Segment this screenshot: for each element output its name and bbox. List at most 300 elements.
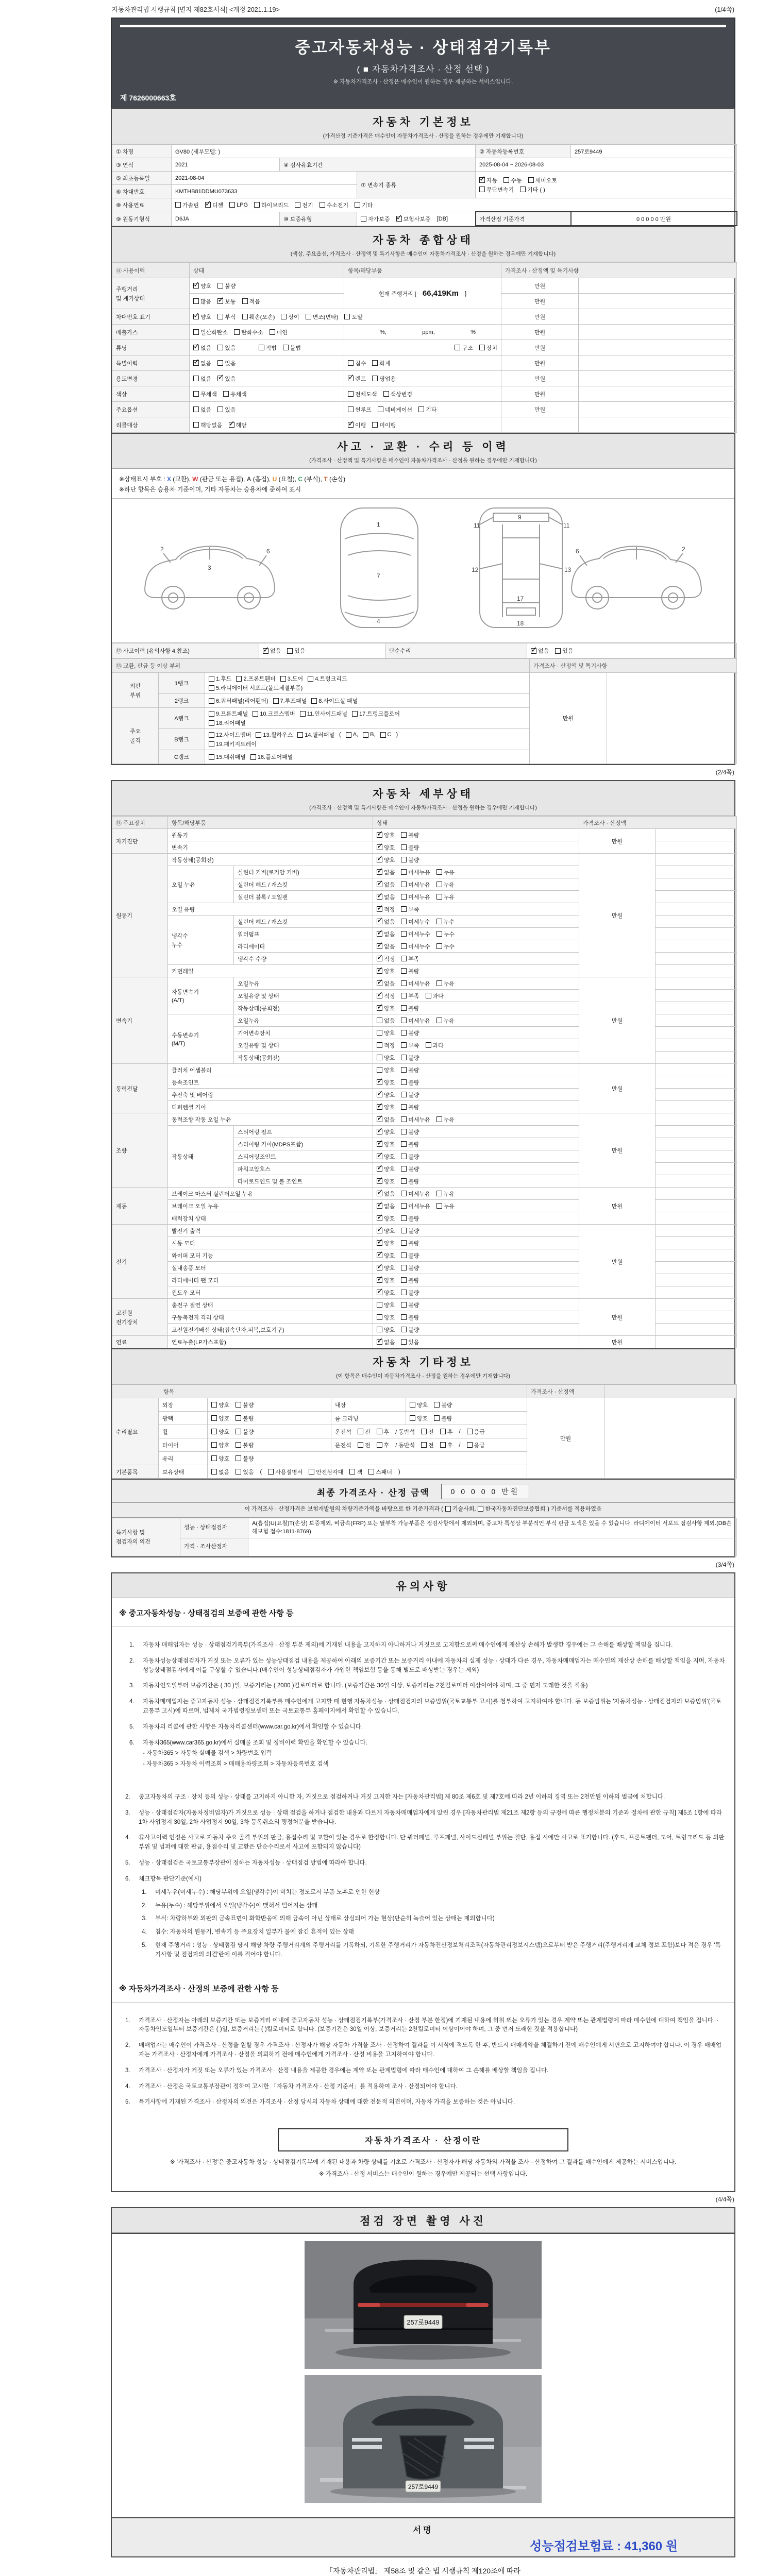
checkbox[interactable] xyxy=(211,1469,217,1475)
checkbox[interactable] xyxy=(211,1415,217,1421)
checkbox-option[interactable] xyxy=(193,313,211,321)
checkbox[interactable] xyxy=(401,882,407,887)
checkbox[interactable] xyxy=(250,754,256,760)
checkbox[interactable] xyxy=(401,919,407,924)
checkbox[interactable] xyxy=(236,1429,241,1434)
checkbox-option[interactable] xyxy=(236,1454,254,1463)
checkbox-option[interactable] xyxy=(217,344,236,352)
checkbox-option[interactable] xyxy=(436,880,455,889)
checkbox-checked[interactable] xyxy=(377,1265,382,1270)
checkbox[interactable] xyxy=(344,314,350,319)
checkbox[interactable] xyxy=(401,1252,407,1258)
checkbox-checked[interactable] xyxy=(377,956,382,961)
checkbox-option[interactable] xyxy=(368,1468,392,1476)
checkbox-option[interactable] xyxy=(211,1468,229,1476)
checkbox[interactable] xyxy=(401,1240,407,1246)
checkbox[interactable] xyxy=(283,345,289,350)
checkbox[interactable] xyxy=(401,1055,407,1060)
checkbox-option[interactable] xyxy=(377,1239,395,1247)
checkbox-checked[interactable] xyxy=(377,1277,382,1283)
checkbox[interactable] xyxy=(377,1067,382,1073)
checkbox-option[interactable] xyxy=(421,1428,434,1436)
checkbox-option[interactable] xyxy=(377,967,395,975)
checkbox-option[interactable] xyxy=(401,955,419,963)
checkbox-option[interactable] xyxy=(377,1313,395,1321)
checkbox[interactable] xyxy=(209,676,214,682)
checkbox-option[interactable] xyxy=(193,405,211,414)
checkbox-option[interactable] xyxy=(348,375,366,383)
checkbox[interactable] xyxy=(401,1005,407,1011)
checkbox-option[interactable] xyxy=(193,328,228,336)
checkbox-option[interactable] xyxy=(377,992,395,1000)
checkbox-option[interactable] xyxy=(401,1289,419,1297)
checkbox[interactable] xyxy=(236,1469,241,1475)
checkbox-checked[interactable] xyxy=(377,832,382,838)
checkbox[interactable] xyxy=(436,1191,442,1196)
checkbox[interactable] xyxy=(467,1429,473,1434)
checkbox-checked[interactable] xyxy=(377,1252,382,1258)
checkbox-option[interactable] xyxy=(268,1468,303,1476)
checkbox-option[interactable] xyxy=(209,740,257,748)
checkbox-option[interactable] xyxy=(401,1140,419,1148)
checkbox-option[interactable] xyxy=(401,930,430,938)
checkbox-option[interactable] xyxy=(377,942,395,951)
checkbox-option[interactable] xyxy=(348,390,377,398)
checkbox-checked[interactable] xyxy=(348,422,354,428)
checkbox-option[interactable] xyxy=(426,992,444,1000)
checkbox-option[interactable] xyxy=(455,344,473,352)
checkbox-checked[interactable] xyxy=(377,1129,382,1134)
checkbox-option[interactable] xyxy=(401,868,430,876)
checkbox-option[interactable] xyxy=(377,1078,395,1087)
checkbox[interactable] xyxy=(401,1215,407,1221)
checkbox-option[interactable] xyxy=(229,421,247,429)
checkbox-checked[interactable] xyxy=(377,1240,382,1246)
checkbox-option[interactable] xyxy=(377,1214,395,1223)
checkbox-option[interactable] xyxy=(348,405,372,414)
checkbox[interactable] xyxy=(209,741,214,747)
checkbox-option[interactable] xyxy=(436,930,455,938)
checkbox[interactable] xyxy=(209,685,214,691)
checkbox-option[interactable] xyxy=(377,1016,395,1025)
checkbox-option[interactable] xyxy=(440,1441,453,1449)
checkbox[interactable] xyxy=(436,1018,442,1023)
checkbox[interactable] xyxy=(436,919,442,924)
checkbox[interactable] xyxy=(300,711,306,717)
checkbox[interactable] xyxy=(401,1265,407,1270)
checkbox[interactable] xyxy=(297,732,303,738)
checkbox-option[interactable] xyxy=(377,1153,395,1161)
checkbox[interactable] xyxy=(377,1327,382,1332)
checkbox-option[interactable] xyxy=(401,1326,419,1334)
checkbox-option[interactable] xyxy=(467,1428,485,1436)
checkbox-option[interactable] xyxy=(401,1251,419,1260)
checkbox-option[interactable] xyxy=(401,1016,430,1025)
checkbox[interactable] xyxy=(401,869,407,875)
checkbox[interactable] xyxy=(401,1178,407,1184)
checkbox-checked[interactable] xyxy=(377,980,382,986)
checkbox[interactable] xyxy=(273,698,279,704)
checkbox-checked[interactable] xyxy=(377,857,382,862)
checkbox[interactable] xyxy=(436,1116,442,1122)
checkbox-option[interactable] xyxy=(401,1115,430,1124)
checkbox[interactable] xyxy=(401,1079,407,1085)
checkbox[interactable] xyxy=(401,1290,407,1295)
checkbox[interactable] xyxy=(380,732,386,738)
checkbox-option[interactable] xyxy=(211,1441,229,1449)
checkbox-option[interactable] xyxy=(479,176,497,184)
checkbox[interactable] xyxy=(434,1402,440,1408)
checkbox[interactable] xyxy=(211,1402,217,1408)
checkbox-option[interactable] xyxy=(520,185,545,194)
checkbox-option[interactable] xyxy=(236,1441,254,1449)
checkbox[interactable] xyxy=(436,931,442,937)
checkbox-option[interactable] xyxy=(401,1214,419,1223)
checkbox-option[interactable] xyxy=(479,344,497,352)
checkbox-option[interactable] xyxy=(209,697,268,705)
checkbox-option[interactable] xyxy=(528,176,558,184)
checkbox[interactable] xyxy=(377,1429,382,1434)
checkbox-option[interactable] xyxy=(401,992,419,1000)
checkbox[interactable] xyxy=(401,1092,407,1097)
checkbox-checked[interactable] xyxy=(377,1154,382,1159)
checkbox[interactable] xyxy=(445,1506,451,1512)
checkbox-option[interactable] xyxy=(377,955,395,963)
checkbox-checked[interactable] xyxy=(377,869,382,875)
checkbox-option[interactable] xyxy=(377,1029,395,1037)
checkbox-checked[interactable] xyxy=(205,202,211,208)
checkbox-option[interactable] xyxy=(377,1115,395,1124)
checkbox-checked[interactable] xyxy=(377,943,382,949)
checkbox-checked[interactable] xyxy=(377,1290,382,1295)
checkbox-checked[interactable] xyxy=(377,1079,382,1085)
checkbox[interactable] xyxy=(355,202,360,208)
checkbox-option[interactable] xyxy=(236,1428,254,1436)
checkbox[interactable] xyxy=(295,202,300,208)
checkbox[interactable] xyxy=(217,314,223,319)
checkbox[interactable] xyxy=(401,1104,407,1110)
checkbox-option[interactable] xyxy=(211,1454,229,1463)
checkbox[interactable] xyxy=(234,329,240,335)
checkbox-checked[interactable] xyxy=(377,1116,382,1122)
checkbox-option[interactable] xyxy=(377,1338,395,1346)
checkbox[interactable] xyxy=(229,202,235,208)
checkbox-option[interactable] xyxy=(401,843,419,852)
checkbox[interactable] xyxy=(421,1429,427,1434)
checkbox-checked[interactable] xyxy=(377,1228,382,1233)
checkbox-option[interactable] xyxy=(308,674,347,683)
checkbox-option[interactable] xyxy=(479,185,514,194)
checkbox[interactable] xyxy=(193,406,199,412)
checkbox-checked[interactable] xyxy=(263,648,268,654)
checkbox-option[interactable] xyxy=(253,709,295,718)
checkbox-option[interactable] xyxy=(401,1091,419,1099)
checkbox-option[interactable] xyxy=(211,1428,229,1436)
checkbox-option[interactable] xyxy=(209,731,251,739)
checkbox-option[interactable] xyxy=(555,647,573,655)
checkbox[interactable] xyxy=(372,360,378,366)
checkbox[interactable] xyxy=(193,422,199,428)
checkbox-option[interactable] xyxy=(361,215,390,223)
checkbox-option[interactable] xyxy=(211,1401,229,1409)
checkbox-option[interactable] xyxy=(377,1054,395,1062)
checkbox[interactable] xyxy=(401,857,407,862)
checkbox-checked[interactable] xyxy=(377,1339,382,1345)
checkbox-option[interactable] xyxy=(380,732,392,738)
checkbox[interactable] xyxy=(401,1141,407,1147)
checkbox-checked[interactable] xyxy=(377,1092,382,1097)
checkbox[interactable] xyxy=(223,391,229,397)
checkbox-option[interactable] xyxy=(377,1276,395,1284)
checkbox[interactable] xyxy=(436,980,442,986)
checkbox-option[interactable] xyxy=(377,856,395,864)
checkbox-option[interactable] xyxy=(209,753,246,761)
checkbox-option[interactable] xyxy=(281,313,299,321)
checkbox-checked[interactable] xyxy=(217,298,223,304)
checkbox[interactable] xyxy=(401,1277,407,1283)
checkbox-option[interactable] xyxy=(401,1153,419,1161)
checkbox-option[interactable] xyxy=(401,1338,419,1346)
checkbox[interactable] xyxy=(209,754,214,760)
checkbox-option[interactable] xyxy=(205,201,223,209)
checkbox-option[interactable] xyxy=(467,1441,485,1449)
checkbox-option[interactable] xyxy=(273,697,307,705)
checkbox-option[interactable] xyxy=(421,1441,434,1449)
checkbox-option[interactable] xyxy=(346,732,358,738)
checkbox-checked[interactable] xyxy=(377,931,382,937)
checkbox-option[interactable] xyxy=(372,359,390,367)
checkbox[interactable] xyxy=(401,1067,407,1073)
checkbox[interactable] xyxy=(209,711,214,717)
checkbox-option[interactable] xyxy=(311,697,358,705)
checkbox[interactable] xyxy=(211,1442,217,1448)
checkbox-option[interactable] xyxy=(401,1165,419,1173)
checkbox-checked[interactable] xyxy=(377,968,382,974)
checkbox-option[interactable] xyxy=(440,1428,453,1436)
checkbox[interactable] xyxy=(211,1429,217,1434)
checkbox[interactable] xyxy=(193,376,199,381)
checkbox-option[interactable] xyxy=(401,1128,419,1136)
checkbox[interactable] xyxy=(368,1469,374,1475)
checkbox[interactable] xyxy=(377,1030,382,1036)
checkbox[interactable] xyxy=(401,931,407,937)
checkbox[interactable] xyxy=(377,1442,382,1448)
checkbox-option[interactable] xyxy=(223,390,247,398)
checkbox-option[interactable] xyxy=(401,1004,419,1012)
checkbox-option[interactable] xyxy=(193,344,211,352)
checkbox[interactable] xyxy=(352,711,358,717)
checkbox-option[interactable] xyxy=(531,647,549,655)
checkbox-option[interactable] xyxy=(436,918,455,926)
checkbox[interactable] xyxy=(426,1042,431,1048)
checkbox-checked[interactable] xyxy=(479,177,485,183)
checkbox-option[interactable] xyxy=(401,856,419,864)
checkbox-option[interactable] xyxy=(436,893,455,901)
checkbox[interactable] xyxy=(418,406,424,412)
checkbox-checked[interactable] xyxy=(531,648,536,654)
checkbox-option[interactable] xyxy=(295,201,313,209)
checkbox[interactable] xyxy=(361,216,366,222)
checkbox-option[interactable] xyxy=(209,674,231,683)
checkbox-option[interactable] xyxy=(401,905,419,913)
checkbox[interactable] xyxy=(372,376,378,381)
checkbox-option[interactable] xyxy=(401,1066,419,1074)
checkbox-option[interactable] xyxy=(418,405,436,414)
checkbox[interactable] xyxy=(311,698,317,704)
checkbox[interactable] xyxy=(410,1402,415,1408)
checkbox[interactable] xyxy=(401,1191,407,1196)
checkbox-option[interactable] xyxy=(377,1128,395,1136)
checkbox[interactable] xyxy=(479,345,485,350)
checkbox[interactable] xyxy=(401,1228,407,1233)
checkbox[interactable] xyxy=(401,1314,407,1320)
checkbox-option[interactable] xyxy=(436,1202,455,1210)
checkbox-option[interactable] xyxy=(377,1251,395,1260)
checkbox[interactable] xyxy=(421,1442,427,1448)
checkbox-option[interactable] xyxy=(401,1276,419,1284)
checkbox-checked[interactable] xyxy=(377,882,382,887)
checkbox-option[interactable] xyxy=(259,344,277,352)
checkbox-option[interactable] xyxy=(410,1414,428,1422)
checkbox[interactable] xyxy=(401,943,407,949)
checkbox-option[interactable] xyxy=(236,1401,254,1409)
checkbox-option[interactable] xyxy=(377,1289,395,1297)
checkbox-option[interactable] xyxy=(377,1004,395,1012)
checkbox-option[interactable] xyxy=(280,674,303,683)
checkbox[interactable] xyxy=(479,187,485,192)
checkbox-option[interactable] xyxy=(434,1401,452,1409)
checkbox-option[interactable] xyxy=(401,1264,419,1272)
checkbox[interactable] xyxy=(401,906,407,912)
checkbox-option[interactable] xyxy=(401,1029,419,1037)
checkbox[interactable] xyxy=(520,187,526,192)
checkbox-checked[interactable] xyxy=(193,283,199,289)
checkbox-option[interactable] xyxy=(193,421,223,429)
checkbox-option[interactable] xyxy=(344,313,362,321)
checkbox[interactable] xyxy=(401,956,407,961)
checkbox-checked[interactable] xyxy=(377,894,382,900)
checkbox[interactable] xyxy=(401,1302,407,1308)
checkbox-option[interactable] xyxy=(401,1054,419,1062)
checkbox-option[interactable] xyxy=(396,215,431,223)
checkbox[interactable] xyxy=(358,1429,363,1434)
checkbox[interactable] xyxy=(377,1018,382,1023)
checkbox-option[interactable] xyxy=(401,1078,419,1087)
checkbox-option[interactable] xyxy=(436,942,455,951)
checkbox-option[interactable] xyxy=(377,1177,395,1185)
checkbox-option[interactable] xyxy=(378,405,412,414)
checkbox[interactable] xyxy=(236,1442,241,1448)
checkbox-checked[interactable] xyxy=(377,993,382,998)
checkbox[interactable] xyxy=(287,648,293,654)
checkbox-option[interactable] xyxy=(401,1227,419,1235)
checkbox-option[interactable] xyxy=(377,868,395,876)
checkbox-option[interactable] xyxy=(377,1301,395,1309)
checkbox[interactable] xyxy=(378,406,383,412)
checkbox-checked[interactable] xyxy=(377,1166,382,1172)
checkbox-option[interactable] xyxy=(377,905,395,913)
checkbox[interactable] xyxy=(259,345,264,350)
checkbox[interactable] xyxy=(401,1203,407,1209)
checkbox-option[interactable] xyxy=(445,1504,476,1513)
checkbox-option[interactable] xyxy=(217,282,236,290)
checkbox-option[interactable] xyxy=(300,709,347,718)
checkbox-option[interactable] xyxy=(410,1401,428,1409)
checkbox-option[interactable] xyxy=(377,1326,395,1334)
checkbox[interactable] xyxy=(436,894,442,900)
checkbox-checked[interactable] xyxy=(377,1141,382,1147)
checkbox[interactable] xyxy=(401,1042,407,1048)
checkbox-option[interactable] xyxy=(193,390,217,398)
checkbox[interactable] xyxy=(383,391,389,397)
checkbox-option[interactable] xyxy=(209,709,248,718)
checkbox-option[interactable] xyxy=(229,202,248,208)
checkbox-option[interactable] xyxy=(436,1115,455,1124)
checkbox[interactable] xyxy=(236,1455,241,1461)
checkbox-option[interactable] xyxy=(193,375,211,383)
checkbox-option[interactable] xyxy=(175,201,199,209)
checkbox[interactable] xyxy=(467,1442,473,1448)
checkbox[interactable] xyxy=(410,1415,415,1421)
checkbox-option[interactable] xyxy=(377,880,395,889)
checkbox[interactable] xyxy=(377,1302,382,1308)
checkbox-option[interactable] xyxy=(478,1504,545,1513)
checkbox-option[interactable] xyxy=(211,1414,229,1422)
checkbox-option[interactable] xyxy=(503,176,522,184)
checkbox-option[interactable] xyxy=(401,1301,419,1309)
checkbox[interactable] xyxy=(309,1469,314,1475)
checkbox-option[interactable] xyxy=(217,297,236,306)
checkbox[interactable] xyxy=(440,1442,446,1448)
checkbox[interactable] xyxy=(209,698,214,704)
checkbox-checked[interactable] xyxy=(377,1191,382,1196)
checkbox-option[interactable] xyxy=(236,1414,254,1422)
checkbox-option[interactable] xyxy=(401,1177,419,1185)
checkbox[interactable] xyxy=(401,1166,407,1172)
checkbox[interactable] xyxy=(268,1469,274,1475)
checkbox[interactable] xyxy=(434,1415,440,1421)
checkbox[interactable] xyxy=(346,732,351,738)
checkbox[interactable] xyxy=(436,943,442,949)
checkbox[interactable] xyxy=(256,732,261,738)
checkbox-checked[interactable] xyxy=(377,1104,382,1110)
checkbox-option[interactable] xyxy=(401,979,430,988)
checkbox-option[interactable] xyxy=(209,684,303,692)
checkbox-option[interactable] xyxy=(348,359,366,367)
checkbox-option[interactable] xyxy=(377,1041,395,1049)
checkbox-option[interactable] xyxy=(377,831,395,839)
checkbox-option[interactable] xyxy=(377,979,395,988)
checkbox[interactable] xyxy=(401,1327,407,1332)
checkbox-option[interactable] xyxy=(349,1468,362,1476)
checkbox[interactable] xyxy=(217,345,223,350)
checkbox-checked[interactable] xyxy=(193,314,199,319)
checkbox-option[interactable] xyxy=(348,421,366,429)
checkbox-option[interactable] xyxy=(372,375,396,383)
checkbox-option[interactable] xyxy=(352,709,400,718)
checkbox[interactable] xyxy=(270,329,275,335)
checkbox[interactable] xyxy=(436,869,442,875)
checkbox-option[interactable] xyxy=(377,1202,395,1210)
checkbox[interactable] xyxy=(349,1469,355,1475)
checkbox[interactable] xyxy=(358,1442,363,1448)
checkbox[interactable] xyxy=(401,894,407,900)
checkbox[interactable] xyxy=(528,177,534,183)
checkbox-option[interactable] xyxy=(256,731,293,739)
checkbox-option[interactable] xyxy=(309,1468,343,1476)
checkbox-option[interactable] xyxy=(401,1190,430,1198)
checkbox-option[interactable] xyxy=(217,375,236,383)
